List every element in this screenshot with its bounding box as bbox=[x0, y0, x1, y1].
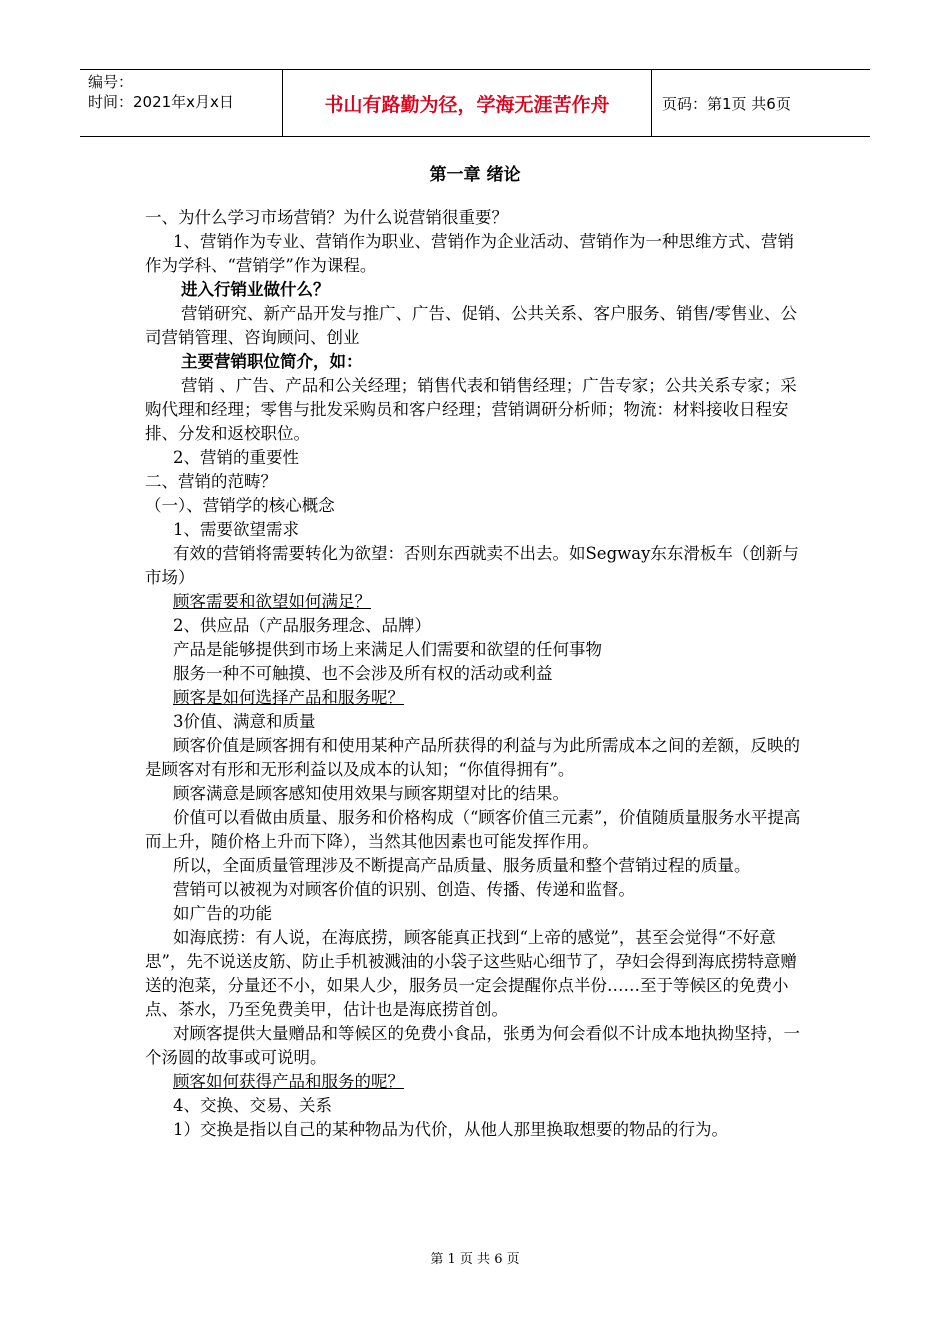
paragraph: 对顾客提供大量赠品和等候区的免费小食品，张勇为何会看似不计成本地执拗坚持，一个汤圆的故事或可说明。 bbox=[145, 1024, 800, 1067]
paragraph: 如广告的功能 bbox=[173, 904, 272, 923]
paragraph: （一）、营销学的核心概念 bbox=[145, 496, 335, 515]
paragraph: 营销研究、新产品开发与推广、广告、促销、公共关系、客户服务、销售/零售业、公司营销管理、咨询顾问、创业 bbox=[145, 304, 798, 347]
paragraph: 1、营销作为专业、营销作为职业、营销作为企业活动、营销作为一种思维方式、营销作为学科、“营销学”作为课程。 bbox=[145, 232, 794, 275]
number-label: 编号： bbox=[88, 73, 134, 91]
header-left-cell bbox=[80, 70, 282, 136]
paragraph: 1、需要欲望需求 bbox=[173, 520, 299, 539]
question-line: 顾客需要和欲望如何满足？ bbox=[173, 592, 371, 611]
document-body bbox=[145, 206, 807, 1142]
question-line: 顾客是如何选择产品和服务呢？ bbox=[173, 688, 404, 707]
section-heading: 进入行销业做什么？ bbox=[181, 280, 330, 299]
paragraph: 营销可以被视为对顾客价值的识别、创造、传播、传递和监督。 bbox=[173, 880, 635, 899]
page-info: 页码：第1页 共6页 bbox=[662, 94, 791, 113]
motto: 书山有路勤为径，学海无涯苦作舟 bbox=[282, 70, 652, 136]
paragraph: 服务一种不可触摸、也不会涉及所有权的活动或利益 bbox=[173, 664, 553, 683]
paragraph: 3价值、满意和质量 bbox=[173, 712, 316, 731]
page-footer: 第 1 页 共 6 页 bbox=[430, 1252, 520, 1267]
chapter-title: 第一章 绪论 bbox=[429, 165, 521, 185]
paragraph: 4、交换、交易、关系 bbox=[173, 1096, 332, 1115]
paragraph: 所以，全面质量管理涉及不断提高产品质量、服务质量和整个营销过程的质量。 bbox=[173, 856, 751, 875]
paragraph: 产品是能够提供到市场上来满足人们需要和欲望的任何事物 bbox=[173, 640, 602, 659]
paragraph: 有效的营销将需要转化为欲望：否则东西就卖不出去。如Segway东东滑板车（创新与市场） bbox=[145, 544, 799, 587]
question-line: 顾客如何获得产品和服务的呢？ bbox=[173, 1072, 404, 1091]
section-heading: 主要营销职位简介，如： bbox=[181, 352, 363, 371]
paragraph: 2、供应品（产品服务理念、品牌） bbox=[173, 616, 431, 635]
paragraph: 营销 、广告、产品和公关经理；销售代表和销售经理；广告专家；公共关系专家；采购代理和经理；零售与批发采购员和客户经理；营销调研分析师；物流：材料接收日程安排、分发和返校职位。 bbox=[145, 376, 797, 443]
paragraph: 1）交换是指以自己的某种物品为代价，从他人那里换取想要的物品的行为。 bbox=[173, 1120, 728, 1139]
paragraph: 顾客满意是顾客感知使用效果与顾客期望对比的结果。 bbox=[173, 784, 569, 803]
paragraph: 顾客价值是顾客拥有和使用某种产品所获得的利益与为此所需成本之间的差额，反映的是顾客对有形和无形利益以及成本的认知；“你值得拥有”。 bbox=[145, 736, 800, 779]
time-label: 时间：2021年x月x日 bbox=[88, 93, 234, 111]
paragraph: 一、为什么学习市场营销？为什么说营销很重要？ bbox=[145, 208, 508, 227]
paragraph: 如海底捞：有人说，在海底捞，顾客能真正找到“上帝的感觉”，甚至会觉得“不好意思”，先不说送皮筋、防止手机被溅油的小袋子这些贴心细节了，孕妇会得到海底捞特意赠送的泡菜，分量还不小，如果人少，服务员一定会提醒你点半份……至于等候区的免费小点、茶水，乃至免费美甲，估计也是海底捞首创。 bbox=[145, 928, 797, 1019]
paragraph: 价值可以看做由质量、服务和价格构成（“顾客价值三元素”，价值随质量服务水平提高而上升，随价格上升而下降），当然其他因素也可能发挥作用。 bbox=[145, 808, 801, 851]
paragraph: 2、营销的重要性 bbox=[173, 448, 299, 467]
document-header bbox=[80, 69, 870, 137]
paragraph: 二、营销的范畴？ bbox=[145, 472, 277, 491]
